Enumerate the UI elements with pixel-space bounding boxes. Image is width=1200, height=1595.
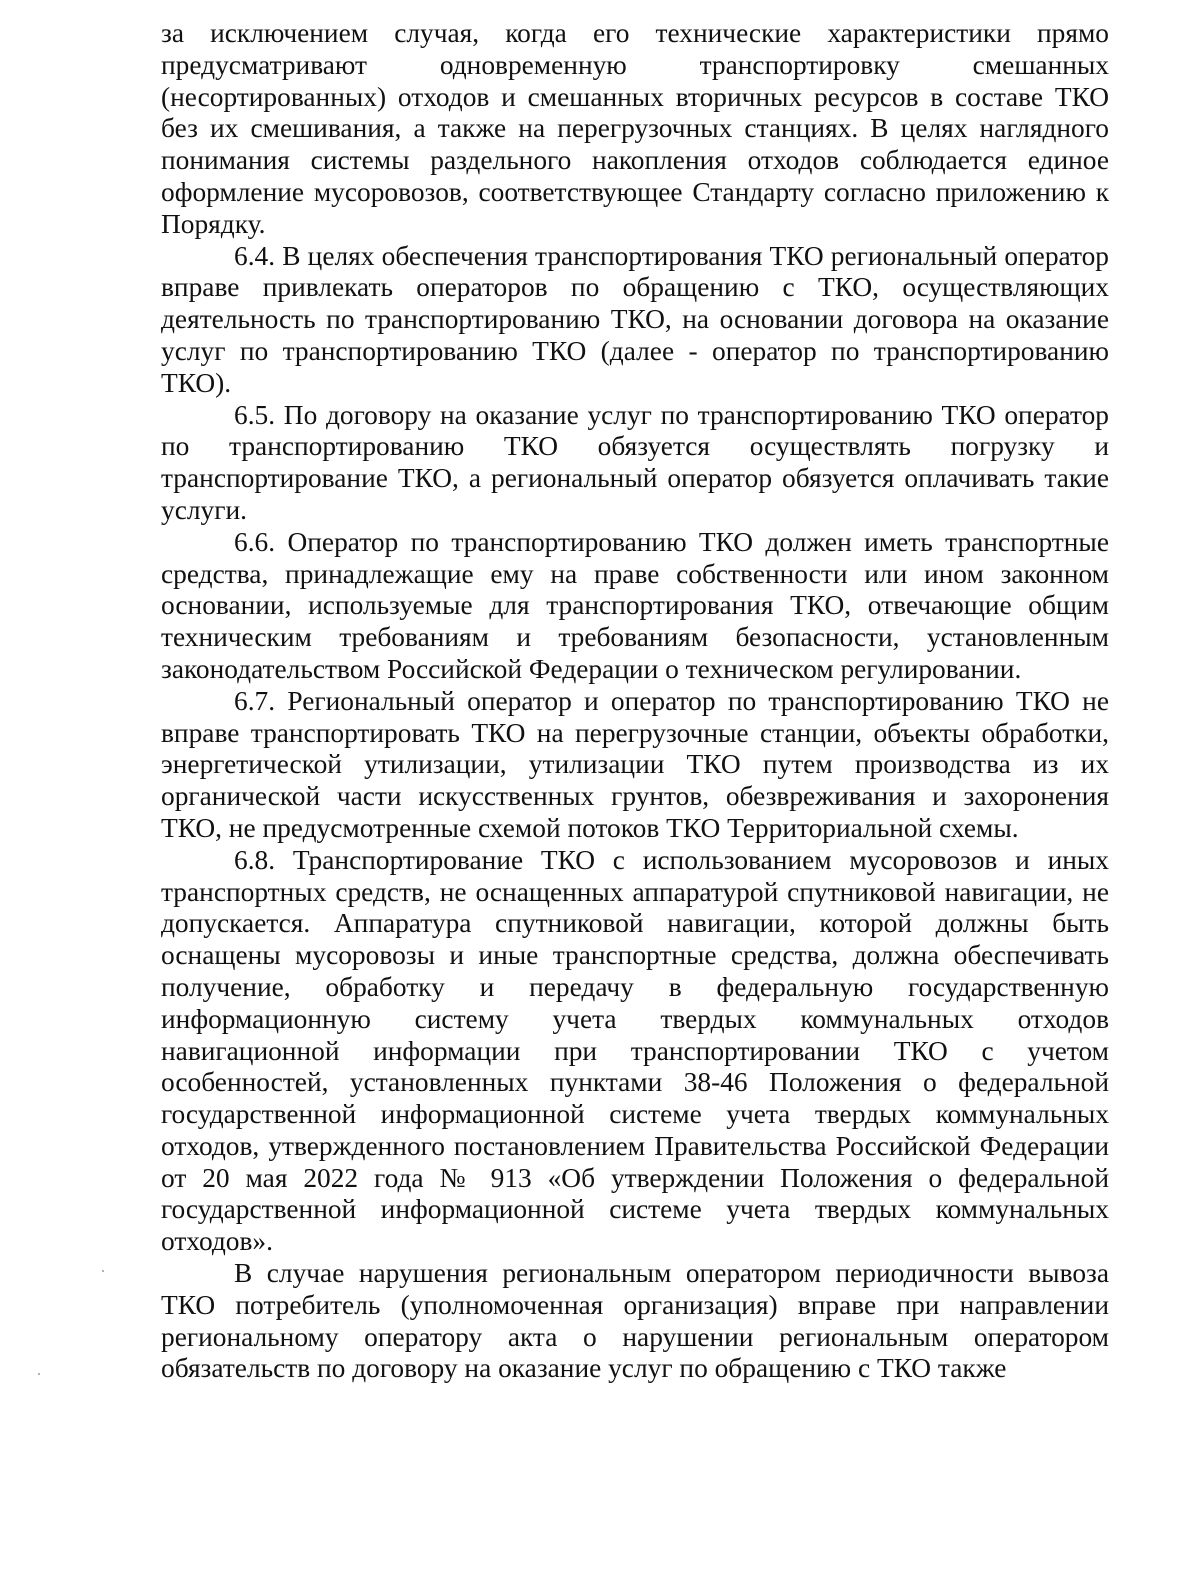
paragraph-6-6: 6.6. Оператор по транспортированию ТКО должен иметь транспортные средства, принадлежащие ему на праве собственности или ином законном основании, используемые для транспортирования ТКО, отвечающие общим техническим требованиям и требованиям безопасности, установленным законодательством Российской Федерации о техническом регулировании. xyxy=(161,526,1109,684)
document-page xyxy=(161,18,1109,1385)
scan-speck xyxy=(102,1270,104,1272)
paragraph-6-7: 6.7. Региональный оператор и оператор по транспортированию ТКО не вправе транспортировать ТКО на перегрузочные станции, объекты обработки, энергетической утилизации, утилизации ТКО путем производства из их органической части искусственных грунтов, обезвреживания и захоронения ТКО, не предусмотренные схемой потоков ТКО Территориальной схемы. xyxy=(161,685,1109,843)
paragraph-6-5: 6.5. По договору на оказание услуг по транспортированию ТКО оператор по транспортированию ТКО обязуется осуществлять погрузку и транспортирование ТКО, а региональный оператор обязуется оплачивать такие услуги. xyxy=(161,399,1109,525)
paragraph-6-4: 6.4. В целях обеспечения транспортирования ТКО региональный оператор вправе привлекать операторов по обращению с ТКО, осуществляющих деятельность по транспортированию ТКО, на основании договора на оказание услуг по транспортированию ТКО (далее - оператор по транспортированию ТКО). xyxy=(161,240,1109,398)
paragraph-continuation: за исключением случая, когда его технические характеристики прямо предусматривают одновременную транспортировку смешанных (несортированных) отходов и смешанных вторичных ресурсов в составе ТКО без их смешивания, а также на перегрузочных станциях. В целях наглядного понимания системы раздельного накопления отходов соблюдается единое оформление мусоровозов, соответствующее Стандарту согласно приложению к Порядку. xyxy=(161,18,1109,239)
paragraph-6-8: 6.8. Транспортирование ТКО с использованием мусоровозов и иных транспортных средств, не оснащенных аппаратурой спутниковой навигации, не допускается. Аппаратура спутниковой навигации, которой должны быть оснащены мусоровозы и иные транспортные средства, должна обеспечивать получение, обработку и передачу в федеральную государственную информационную систему учета твердых коммунальных отходов навигационной информации при транспортировании ТКО с учетом особенностей, установленных пунктами 38-46 Положения о федеральной государственной информационной системе учета твердых коммунальных отходов, утвержденного постановлением Правительства Российской Федерации от 20 мая 2022 года № 913 «Об утверждении Положения о федеральной государственной информационной системе учета твердых коммунальных отходов». xyxy=(161,844,1109,1257)
paragraph-violation: В случае нарушения региональным оператором периодичности вывоза ТКО потребитель (уполномоченная организация) вправе при направлении региональному оператору акта о нарушении региональным оператором обязательств по договору на оказание услуг по обращению с ТКО также xyxy=(161,1258,1109,1384)
scan-speck xyxy=(38,1373,40,1375)
